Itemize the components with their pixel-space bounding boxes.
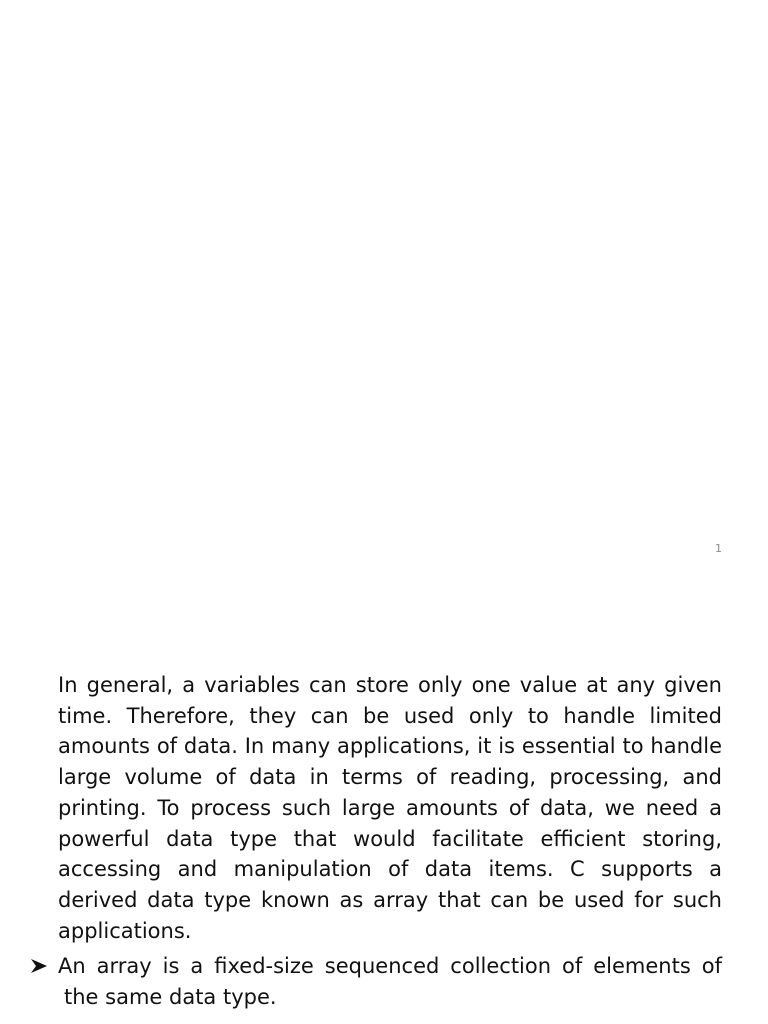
bullet-item bbox=[30, 951, 722, 1012]
slide-number: 1 bbox=[715, 542, 722, 555]
intro-paragraph: In general, a variables can store only one value at any given time. Therefore, they can be used only to handle limited amounts of data. In many applications, it is essential to handle large volume of data in terms of reading, processing, and printing. To process such large amounts of data, we need a powerful data type that would facilitate efficient storing, accessing and manipulation of data items. C supports a derived data type known as array that can be used for such applications. bbox=[58, 673, 722, 943]
arrowhead-bullet-icon bbox=[30, 951, 58, 982]
bullet-text: An array is a fixed-size sequenced collection of elements of the same data type. bbox=[58, 954, 722, 1009]
